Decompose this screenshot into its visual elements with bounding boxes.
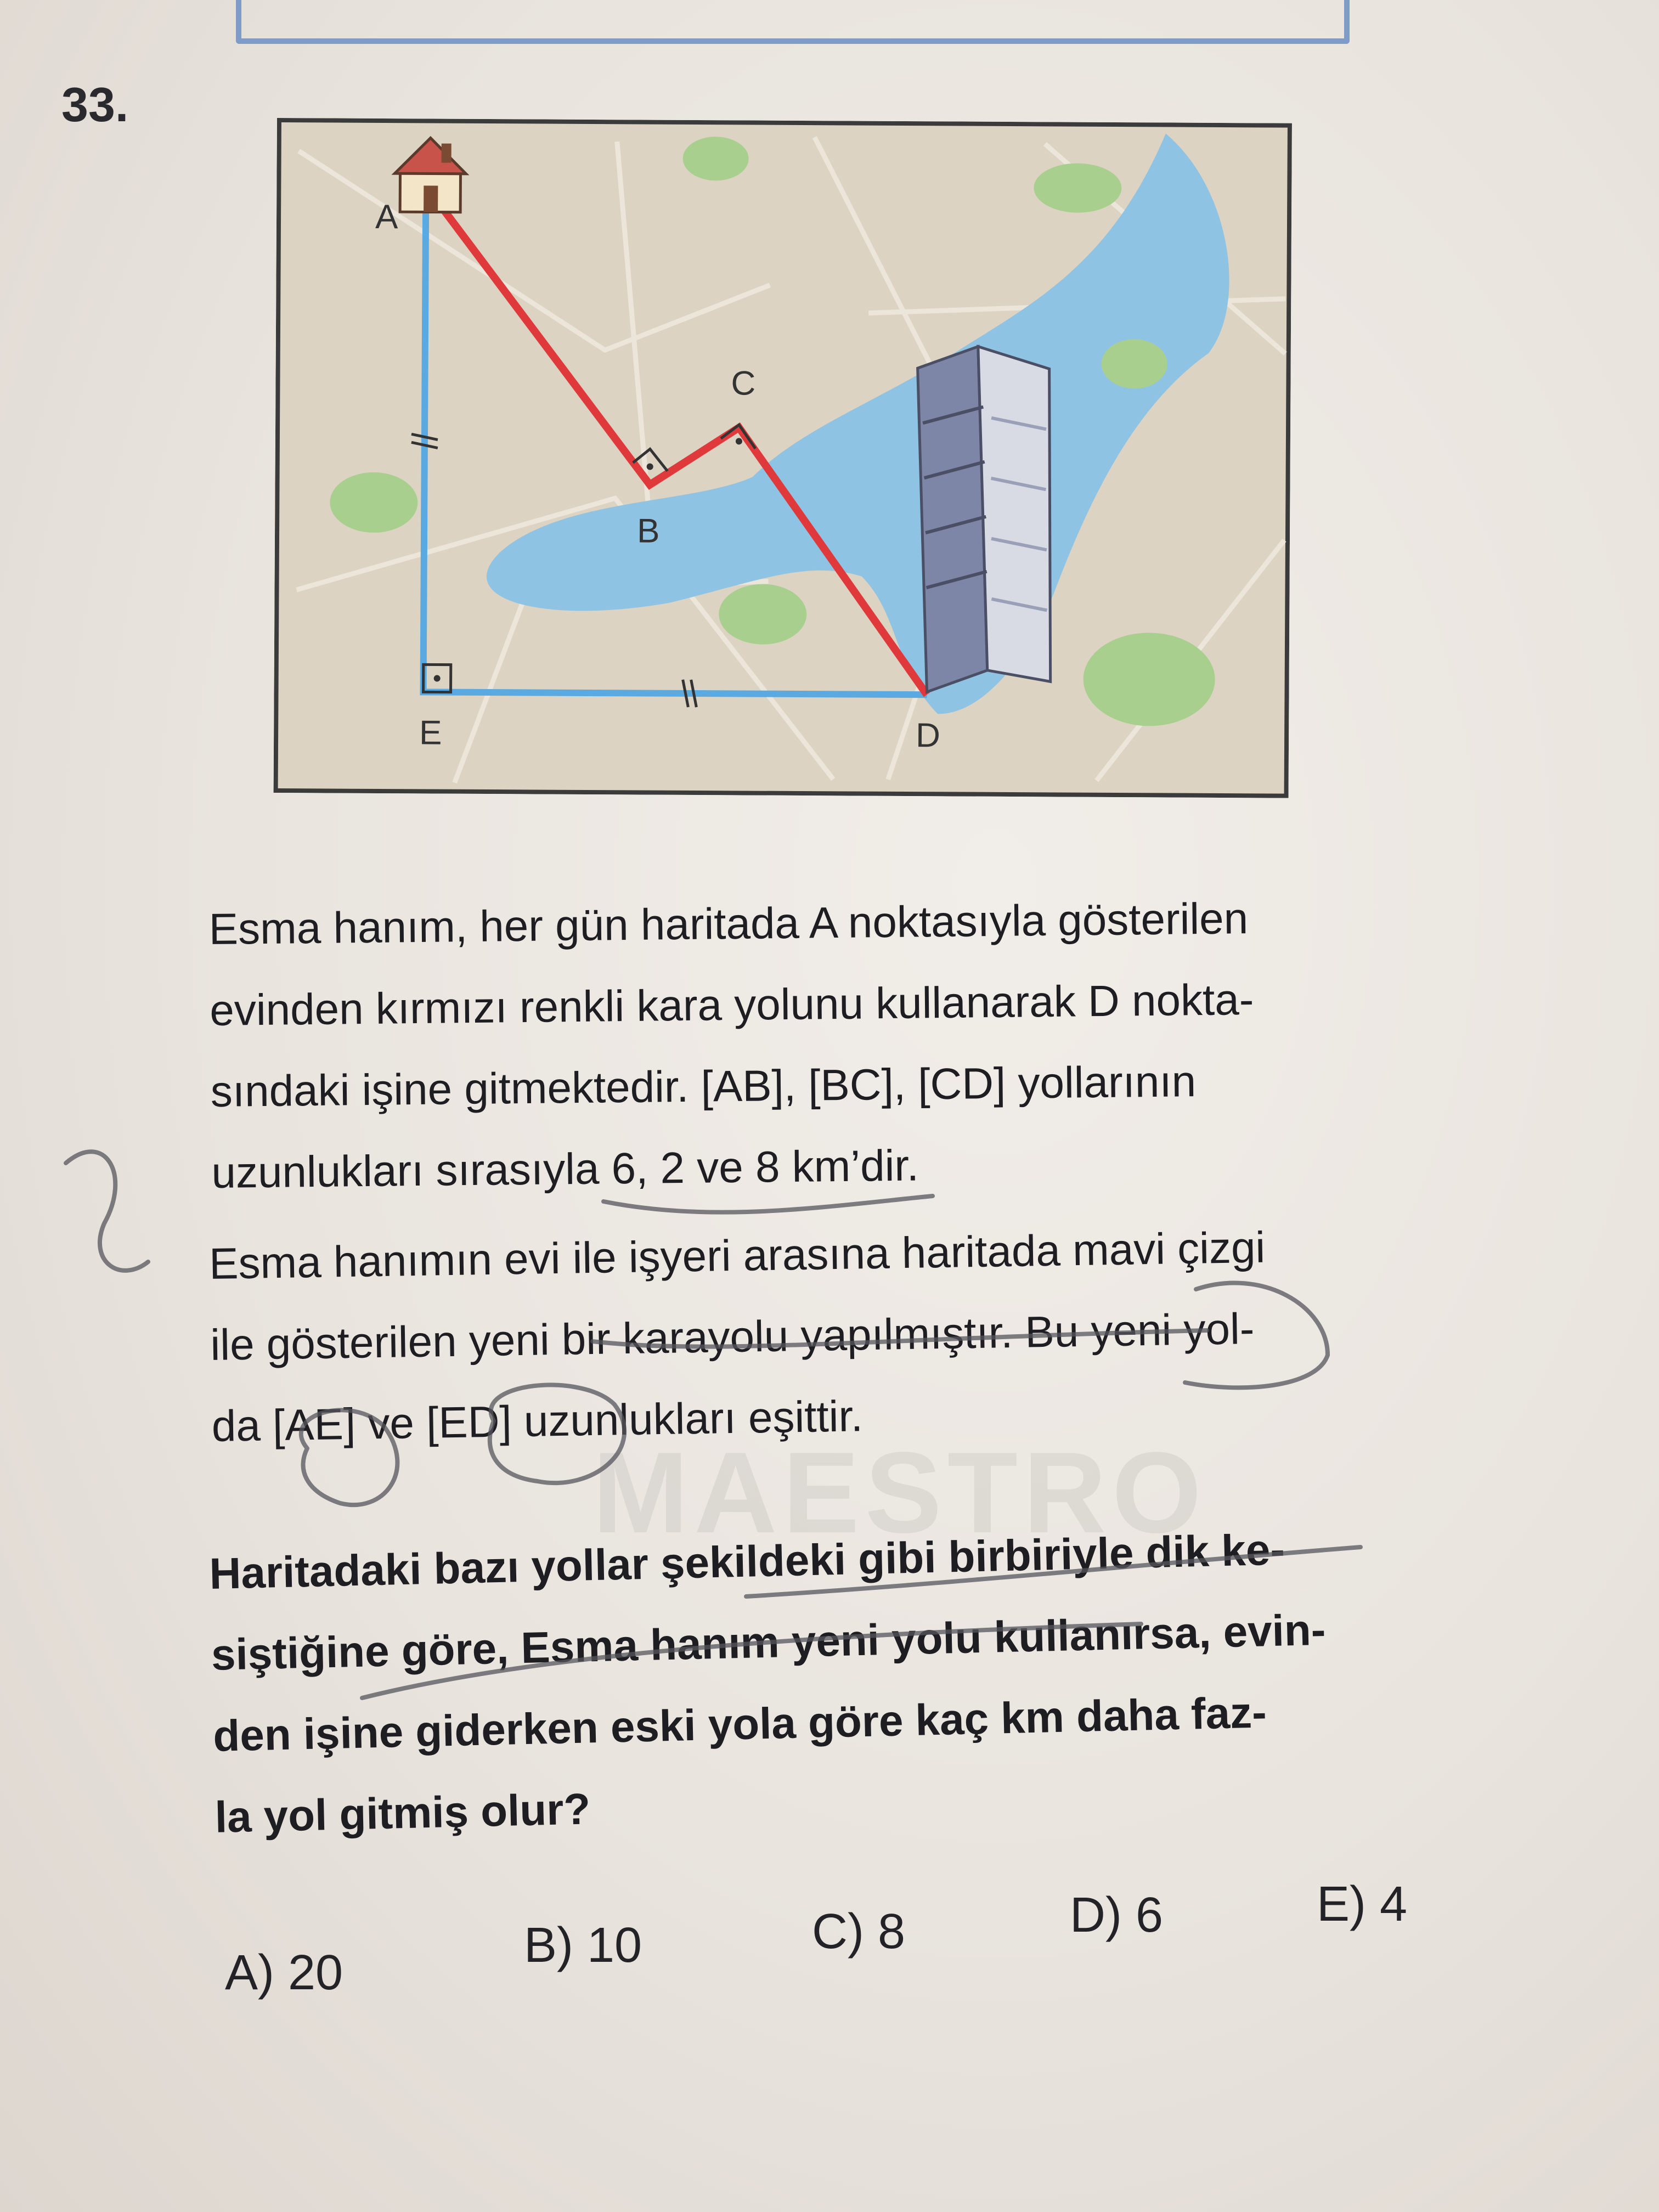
choice-a[interactable]: A) 20: [225, 1945, 343, 2000]
choice-d[interactable]: D) 6: [1070, 1888, 1164, 1943]
choice-e[interactable]: E) 4: [1317, 1877, 1408, 1932]
map-figure: [274, 118, 1292, 798]
choice-c[interactable]: C) 8: [812, 1904, 906, 1959]
point-label-a: A: [375, 198, 398, 236]
park-area: [719, 584, 807, 645]
pen-scribble: [66, 1152, 148, 1271]
top-frame-decoration: [236, 0, 1350, 44]
map-svg: [274, 118, 1292, 798]
text-line: Haritadaki bazı yollar şekildeki gibi birbiriyle dik ke-: [208, 1525, 1285, 1598]
text-line: siştiğine göre, Esma hanım yeni yolu kullanırsa, evin-: [211, 1605, 1327, 1679]
text-line: sındaki işine gitmektedir. [AB], [BC], [CD] yollarının: [210, 1057, 1197, 1116]
text-line: evinden kırmızı renkli kara yolunu kullanarak D nokta-: [209, 975, 1254, 1035]
building-icon: [916, 346, 1052, 692]
question-paragraph-1: [208, 876, 1446, 1214]
choice-b[interactable]: B) 10: [524, 1918, 642, 1973]
park-area: [1101, 339, 1167, 389]
publisher-watermark: MAESTRO: [592, 1428, 1207, 1557]
text-line: la yol gitmiş olur?: [214, 1784, 591, 1842]
question-prompt: [208, 1505, 1450, 1858]
point-label-b: B: [636, 512, 660, 550]
point-label-d: D: [915, 716, 941, 755]
point-label-e: E: [419, 714, 442, 752]
text-line: da [AE] ve [ED] uzunlukları eşittir.: [211, 1391, 864, 1451]
park-area: [1034, 163, 1121, 213]
question-number: 33.: [61, 77, 129, 132]
text-line: den işine giderken eski yola göre kaç km daha faz-: [212, 1688, 1267, 1760]
text-line: Esma hanım, her gün haritada A noktasıyla gösterilen: [208, 894, 1249, 953]
park-area: [1083, 633, 1215, 726]
park-area: [330, 472, 418, 533]
text-line: ile gösterilen yeni bir karayolu yapılmıştır. Bu yeni yol-: [210, 1304, 1255, 1369]
text-line: Esma hanımın evi ile işyeri arasına haritada mavi çizgi: [208, 1222, 1266, 1288]
text-line: uzunlukları sırasıyla 6, 2 ve 8 km’dir.: [211, 1141, 919, 1197]
point-label-c: C: [731, 364, 756, 403]
park-area: [682, 137, 748, 181]
